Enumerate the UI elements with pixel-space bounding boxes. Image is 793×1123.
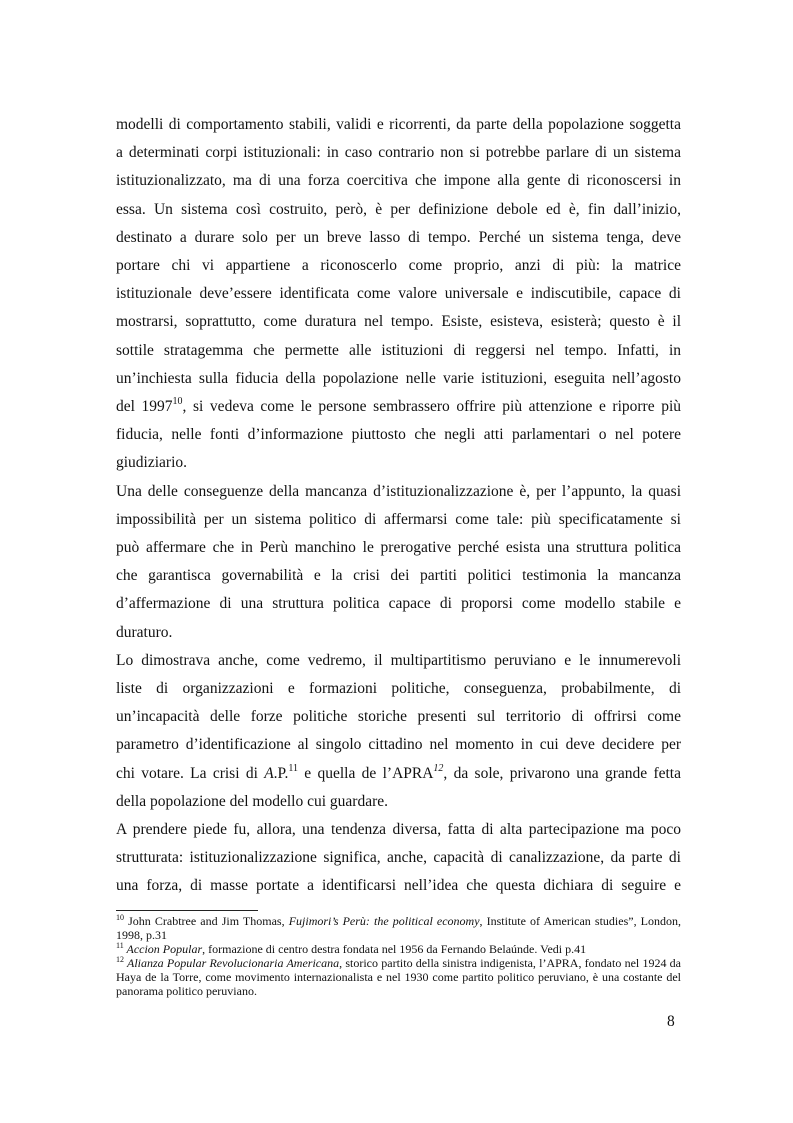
text-line: Lo dimostrava anche, come vedremo, il multipartitismo peruviano e le innumerevoli: [116, 651, 681, 669]
paragraph-1: [116, 111, 681, 478]
footnote-title: Alianza Popular Revolucionaria Americana: [124, 956, 340, 970]
text-line: [116, 393, 681, 421]
text-line: essa. Un sistema così costruito, però, è per definizione debole ed è, fin dall’inizio,: [116, 200, 681, 218]
footnote-separator: [116, 910, 258, 911]
text-segment: del 1997: [116, 398, 173, 416]
text-segment: , si vedeva come le persone sembrassero offrire più attenzione e riporre più: [182, 398, 681, 416]
text-line: d’affermazione di una struttura politica capace di proporsi come modello stabile e: [116, 595, 681, 613]
text-segment: e quella de l’APRA: [297, 764, 434, 782]
footnotes: [116, 914, 681, 998]
text-line: mostrarsi, soprattutto, come duratura nel tempo. Esiste, esisteva, esisterà; questo è il: [116, 313, 681, 331]
text-line: portare chi vi appartiene a riconoscerlo come proprio, anzi di più: la matrice: [116, 257, 681, 275]
text-segment: , da sole, privarono una grande fetta: [443, 764, 681, 782]
text-line: che garantisca governabilità e la crisi dei partiti politici testimonia la mancanza: [116, 567, 681, 585]
text-line: modelli di comportamento stabili, validi e ricorrenti, da parte della popolazione soggetta: [116, 116, 681, 133]
text-line: [116, 760, 681, 788]
text-segment: chi votare. La crisi di: [116, 764, 265, 782]
footnote-text: , storico partito della sinistra indigenista, l’APRA, fondato nel 1924 da Haya de la Torre, come movimento internazionalista e nel 1930 come partito politico peruviano, è una costante del panorama politico peruviano.: [116, 956, 682, 998]
text-line: impossibilità per un sistema politico di affermarsi come tale: più specificatamente si: [116, 510, 681, 528]
footnote-text: , formazione di centro destra fondata nel 1956 da Fernando Belaúnde. Vedi p.41: [202, 942, 587, 956]
text-segment-italic: A: [264, 764, 274, 782]
text-line: liste di organizzazioni e formazioni politiche, conseguenza, probabilmente, di: [116, 680, 681, 698]
footnote-ref-11[interactable]: 11: [288, 762, 298, 774]
footnote-ref-10[interactable]: 10: [172, 395, 183, 407]
text-line: può affermare che in Perù manchino le prerogative perché esista una struttura politica: [116, 539, 681, 557]
text-line: strutturata: istituzionalizzazione significa, anche, capacità di canalizzazione, da parte di: [116, 849, 681, 867]
footnote-ref-12[interactable]: [433, 763, 443, 774]
text-line: un’inchiesta sulla fiducia della popolazione nelle varie istituzioni, eseguita nell’agosto: [116, 369, 681, 387]
footnote-title: Fujimori’s Perù: the political economy: [288, 914, 480, 928]
text-line: A prendere piede fu, allora, una tendenza diversa, fatta di alta partecipazione ma poco: [116, 821, 681, 839]
text-line: a determinati corpi istituzionali: in caso contrario non si potrebbe parlare di un sistema: [116, 144, 681, 162]
text-line: una forza, di masse portate a identificarsi nell’idea che questa dichiara di seguire e: [116, 877, 681, 895]
footnote-ref-12-label: 12: [433, 762, 444, 774]
footnote-text: John Crabtree and Jim Thomas,: [124, 914, 289, 928]
text-line: duraturo.: [116, 623, 173, 641]
footnote-title: Accion Popular: [123, 942, 203, 956]
paragraph-2: [116, 478, 681, 647]
text-line: istituzionale deve’essere identificata come valore universale e indiscutibile, capace di: [116, 285, 681, 303]
text-line: della popolazione del modello cui guardare.: [116, 792, 389, 810]
text-line: destinato a durare solo per un breve lasso di tempo. Perché un sistema tenga, deve: [116, 228, 681, 246]
paragraph-3: [116, 647, 681, 816]
text-line: Una delle conseguenze della mancanza d’istituzionalizzazione è, per l’appunto, la quasi: [116, 482, 681, 500]
footnote-number: 12: [116, 955, 124, 964]
paragraph-4: [116, 816, 681, 901]
footnote-number: 10: [116, 913, 124, 922]
footnote-11: [116, 942, 681, 956]
text-line: sottile stratagemma che permette alle istituzioni di reggersi nel tempo. Infatti, in: [116, 341, 681, 359]
text-segment: .P.: [273, 764, 289, 782]
footnote-12: [116, 956, 681, 998]
text-line: fiducia, nelle fonti d’informazione piuttosto che negli atti parlamentari o nel potere: [116, 426, 681, 444]
text-line: parametro d’identificazione al singolo cittadino nel momento in cui deve decidere per: [116, 736, 681, 754]
footnote-number: 11: [116, 941, 124, 950]
body-text: [116, 111, 681, 901]
page-number: 8: [667, 1013, 675, 1030]
text-line: istituzionalizzato, ma di una forza coercitiva che impone alla gente di riconoscersi in: [116, 172, 681, 190]
text-line: giudiziario.: [116, 454, 188, 472]
footnote-10: [116, 914, 681, 942]
footnote-text: , Institute of American studies”, London, 1998, p.31: [116, 914, 681, 942]
text-line: un’incapacità delle forze politiche storiche presenti sul territorio di offrirsi come: [116, 708, 681, 726]
